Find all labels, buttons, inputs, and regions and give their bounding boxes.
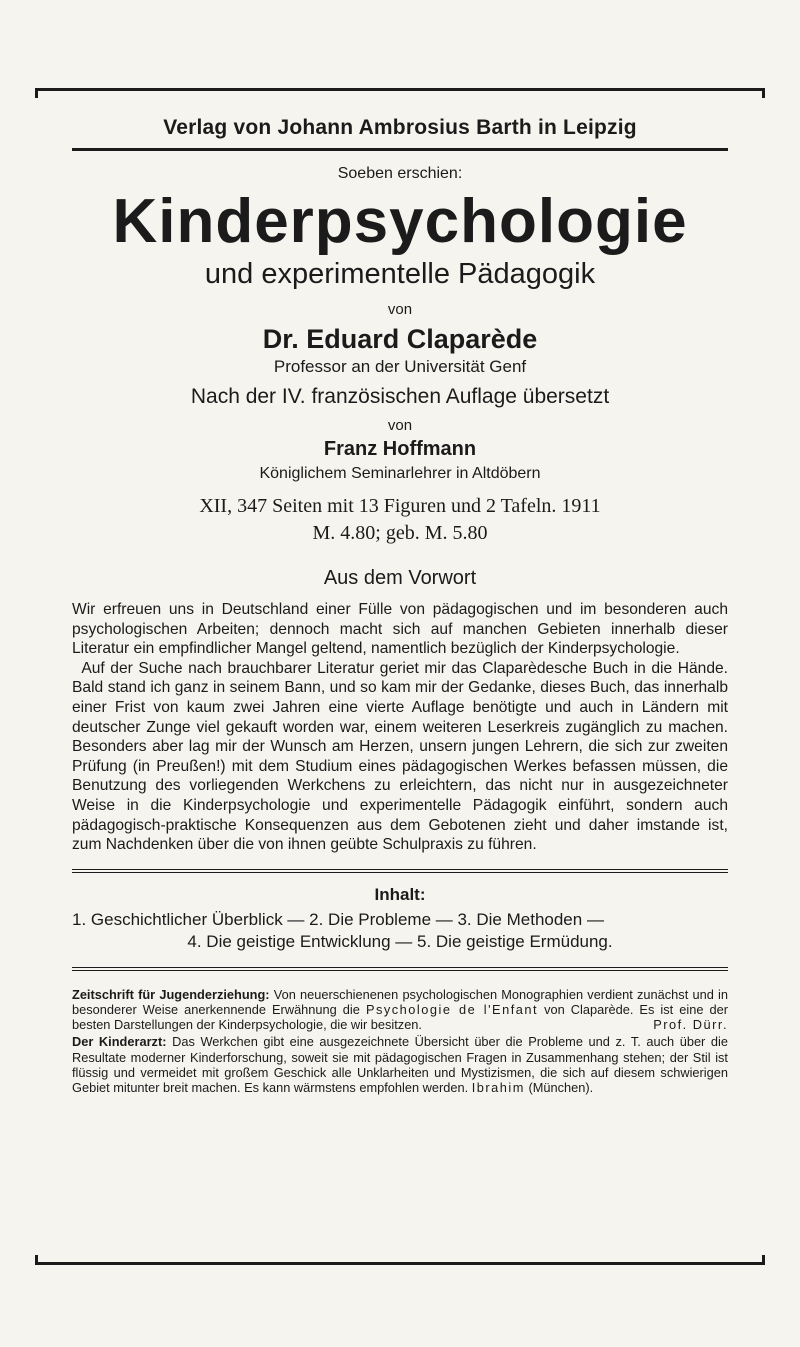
frame-corner-top-left bbox=[35, 88, 38, 98]
translator-name: Franz Hoffmann bbox=[323, 438, 477, 461]
reviewer: Ibrahim bbox=[471, 1080, 525, 1096]
review-book-title: Psychologie de l'Enfant bbox=[365, 1002, 539, 1018]
advertisement bbox=[72, 98, 728, 1095]
frame-corner-bottom-left bbox=[35, 1255, 38, 1265]
contents-line-2: 4. Die geistige Entwicklung — 5. Die geistige Ermüdung. bbox=[187, 931, 613, 951]
translator-affiliation: Königlichem Seminarlehrer in Altdöbern bbox=[259, 465, 541, 483]
book-extent: XII, 347 Seiten mit 13 Figuren und 2 Tafeln. 1911 bbox=[199, 495, 601, 518]
review bbox=[72, 987, 728, 1033]
review-source: Zeitschrift für Jugenderziehung: bbox=[72, 986, 270, 1002]
foreword-heading: Aus dem Vorwort bbox=[323, 567, 477, 590]
translation-note: Nach der IV. französischen Auflage übersetzt bbox=[190, 385, 610, 409]
book-title: Kinderpsychologie bbox=[112, 187, 688, 256]
foreword-paragraph: Wir erfreuen uns in Deutschland einer Fülle von pädagogischen und im besonderen auch psychologischen Arbeiten; dennoch macht sich auf manchen Gebieten innerhalb dieser Literatur ein empfindlicher Mangel geltend, namentlich bezüglich der Kinderpsychologie. bbox=[72, 601, 728, 658]
reviewer: Prof. Dürr. bbox=[653, 1017, 728, 1033]
author-name: Dr. Eduard Claparède bbox=[262, 324, 538, 355]
heading-rule bbox=[72, 148, 728, 151]
book-subtitle: und experimentelle Pädagogik bbox=[204, 258, 596, 291]
foreword-text bbox=[72, 600, 728, 855]
announcement: Soeben erschien: bbox=[337, 165, 463, 182]
book-price: M. 4.80; geb. M. 5.80 bbox=[312, 522, 488, 545]
author-affiliation: Professor an der Universität Genf bbox=[273, 357, 527, 377]
review-text: von Claparède. Es ist eine der besten Darstellungen der Kinderpsychologie, die wir besitzen. bbox=[72, 1002, 728, 1033]
review bbox=[72, 1034, 728, 1095]
translator-by-label: von bbox=[387, 417, 413, 435]
review-text: Das Werkchen gibt eine ausgezeichnete Übersicht über die Probleme und z. T. auch über die Resultate moderner Kinderforschung, soweit sie mit pädagogischen Fragen in Zusammenhang stehen; der Stil ist flüssig und vermeidet mit großem Geschick alle Unklarheiten und Mystizismen, die sich auf diesem schwierigen Gebiet mitunter breit machen. Es kann wärmstens empfohlen werden. bbox=[72, 1034, 728, 1096]
review-text: Von neuerschienenen psychologischen Monographien verdient zunächst und in besonderer Weise anerkennende Erwähnung die bbox=[72, 986, 728, 1018]
contents-line-1: 1. Geschichtlicher Überblick — 2. Die Probleme — 3. Die Methoden — bbox=[72, 909, 604, 929]
by-label: von bbox=[387, 301, 413, 319]
contents-list bbox=[72, 909, 728, 953]
reviews-rule bbox=[72, 967, 728, 971]
foreword-paragraph: Auf der Suche nach brauchbarer Literatur geriet mir das Claparèdesche Buch in die Hände. Bald stand ich ganz in seinem Bann, und so kam mir der Gedanke, dieses Buch, das innerhalb einer Frist von kaum zwei Jahren eine vierte Auflage benötigte und auch in Ländern mit deutscher Zunge viel gekauft worden war, einem weiteren Leserkreis zugänglich zu machen. Besonders aber lag mir der Wunsch am Herzen, unsern jungen Lehrern, die sich zur zweiten Prüfung (in Preußen!) mit dem Studium eines pädagogischen Werkes befassen müssen, die Benutzung des vorliegenden Werkchens zu erleichtern, das nicht nur in ausgezeichneter Weise in die Kinderpsychologie und experimentelle Pädagogik einführt, sondern auch pädagogisch-praktische Konsequenzen aus dem Gebotenen zieht und daher imstande ist, zum Nachdenken über die von ihnen geübte Schulpraxis zu führen. bbox=[72, 659, 728, 854]
contents-heading: Inhalt: bbox=[374, 884, 426, 904]
frame-corner-bottom-right bbox=[762, 1255, 765, 1265]
publisher-line: Verlag von Johann Ambrosius Barth in Leipzig bbox=[163, 116, 637, 139]
contents-rule bbox=[72, 869, 728, 873]
reviews bbox=[72, 987, 728, 1095]
reviewer-place: (München). bbox=[528, 1080, 594, 1096]
review-source: Der Kinderarzt: bbox=[72, 1034, 167, 1050]
frame-corner-top-right bbox=[762, 88, 765, 98]
